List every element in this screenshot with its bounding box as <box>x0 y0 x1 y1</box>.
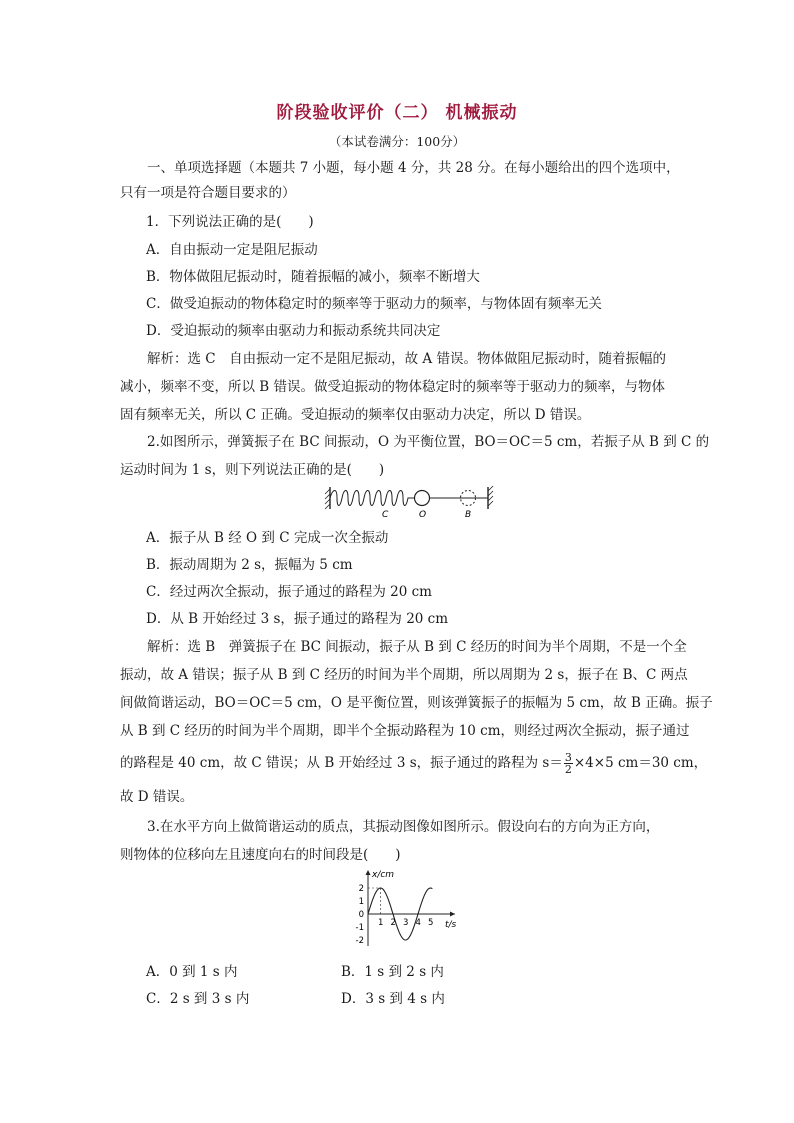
y-tick-label-neg1: -1 <box>355 923 364 933</box>
spring <box>330 491 415 506</box>
q3-option-b: B．1 s 到 2 s 内 <box>341 964 444 980</box>
y-tick-label-2: 2 <box>358 884 364 894</box>
left-wall <box>325 487 330 509</box>
q1-analysis-line-2: 减小，频率不变，所以 B 错误。做受迫振动的物体稳定时的频率等于驱动力的频率，与物体 <box>120 379 666 395</box>
q1-option-a: A．自由振动一定是阻尼振动 <box>146 242 318 258</box>
q2-analysis-line-5 <box>120 751 708 776</box>
y-axis-arrow <box>366 870 371 875</box>
q1-option-d: D．受迫振动的频率由驱动力和振动系统共同决定 <box>146 323 441 339</box>
q3-stem-line-2: 则物体的位移向左且速度向右的时间段是( ) <box>120 847 401 863</box>
q3-option-c: C．2 s 到 3 s 内 <box>146 991 250 1007</box>
fraction-numerator: 3 <box>564 751 572 764</box>
q2-analysis-line-4: 从 B 到 C 经历的时间为半个周期，即半个全振动路程为 10 cm，则经过两次全振动，振子通过 <box>120 723 690 739</box>
label-c: C <box>382 510 389 520</box>
oscillator-ball <box>415 491 430 506</box>
q2-analysis-line-2: 振动，故 A 错误；振子从 B 到 C 经历的时间为半个周期，所以周期为 2 s，振子在 B、C 两点 <box>120 667 688 683</box>
q3-option-a: A．0 到 1 s 内 <box>146 964 238 980</box>
q2-analysis-line-6: 故 D 错误。 <box>120 789 194 805</box>
y-tick-label-0: 0 <box>358 910 364 920</box>
right-wall <box>488 486 493 509</box>
q2-analysis-line-1: 解析：选 B 弹簧振子在 BC 间振动，振子从 B 到 C 经历的时间为半个周期，不是一个全 <box>147 639 687 655</box>
y-axis-label: x/cm <box>372 870 395 880</box>
q2-stem-line-1: 2.如图所示，弹簧振子在 BC 间振动，O 为平衡位置，BO＝OC＝5 cm，若振子从 B 到 C 的 <box>147 434 710 450</box>
page-subtitle: （本试卷满分：100分） <box>328 134 466 149</box>
q3-stem-line-1: 3.在水平方向上做简谐运动的质点，其振动图像如图所示。假设向右的方向为正方向， <box>147 819 660 835</box>
q2-option-d: D．从 B 开始经过 3 s，振子通过的路程为 20 cm <box>146 611 449 627</box>
q2-option-a: A．振子从 B 经 O 到 C 完成一次全振动 <box>146 530 389 546</box>
x-tick-label-3: 3 <box>403 918 409 928</box>
q2-analysis-line-3: 间做简谐运动，BO＝OC＝5 cm，O 是平衡位置，则该弹簧振子的振幅为 5 cm，故 B 正确。振子 <box>120 695 713 711</box>
q2-analysis-frac-after: ×4×5 cm＝30 cm， <box>573 755 708 771</box>
x-tick-label-1: 1 <box>378 918 384 928</box>
q2-analysis-frac-before: 的路程是 40 cm，故 C 错误；从 B 开始经过 3 s，振子通过的路程为 s＝ <box>120 755 563 771</box>
x-tick-label-5: 5 <box>428 918 434 928</box>
q2-option-c: C．经过两次全振动，振子通过的路程为 20 cm <box>146 584 432 600</box>
section-heading-line-2: 只有一项是符合题目要求的） <box>120 185 296 201</box>
q2-option-b: B．振动周期为 2 s，振幅为 5 cm <box>146 557 353 573</box>
q3-option-d: D．3 s 到 4 s 内 <box>341 991 445 1007</box>
x-axis-label: t/s <box>445 920 457 930</box>
y-tick-label-1: 1 <box>358 897 364 907</box>
q1-analysis-line-1: 解析：选 C 自由振动一定不是阻尼振动，故 A 错误。物体做阻尼振动时，随着振幅的 <box>147 351 666 367</box>
fraction-three-halves <box>564 752 573 775</box>
x-axis-arrow <box>450 912 455 917</box>
q1-stem: 1．下列说法正确的是( ) <box>146 214 314 230</box>
y-tick-label-neg2: -2 <box>355 936 364 946</box>
x-tick-label-2: 2 <box>390 918 396 928</box>
q1-option-b: B．物体做阻尼振动时，随着振幅的减小，频率不断增大 <box>146 269 480 285</box>
q2-stem-line-2: 运动时间为 1 s，则下列说法正确的是( ) <box>120 462 385 478</box>
spring-oscillator-figure <box>320 484 505 522</box>
page-title: 阶段验收评价（二） 机械振动 <box>276 103 518 123</box>
fraction-denominator: 2 <box>564 763 572 776</box>
x-tick-label-4: 4 <box>415 918 421 928</box>
q1-analysis-line-3: 固有频率无关，所以 C 正确。受迫振动的频率仅由驱动力决定，所以 D 错误。 <box>120 407 591 423</box>
q1-option-c: C．做受迫振动的物体稳定时的频率等于驱动力的频率，与物体固有频率无关 <box>146 296 602 312</box>
vibration-graph <box>338 868 478 950</box>
label-o: O <box>419 510 427 520</box>
section-heading-line-1: 一、单项选择题（本题共 7 小题，每小题 4 分，共 28 分。在每小题给出的四个选项中， <box>147 160 680 176</box>
label-b: B <box>465 510 472 520</box>
